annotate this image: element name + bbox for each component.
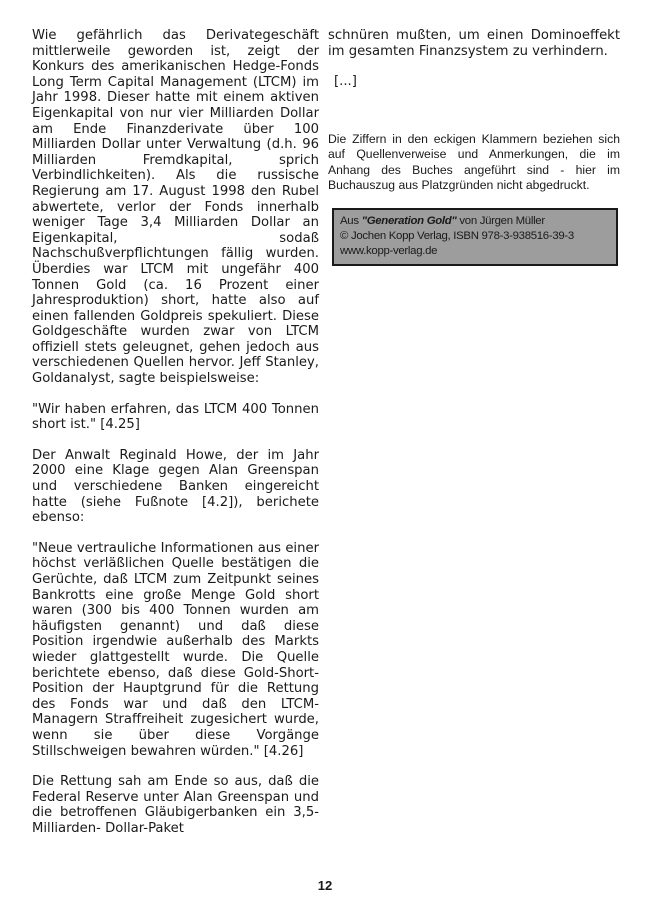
credit-book-title: "Generation Gold" xyxy=(361,215,457,228)
paragraph-howe: Der Anwalt Reginald Howe, der im Jahr 2000 eine Klage gegen Alan Greenspan und verschiedene Banken eingereicht hatte (siehe Fußnote [4.2]), berichete ebenso: xyxy=(32,447,319,526)
footnote-explanation: Die Ziffern in den eckigen Klammern beziehen sich auf Quellenverweise und Anmerkungen, die im Anhang des Buches angeführt sind - hier im Buchauszug aus Platzgründen nicht abgedruckt. xyxy=(328,131,620,192)
credit-website: www.kopp-verlag.de xyxy=(340,245,438,258)
credit-book-line xyxy=(340,214,610,229)
paragraph-rescue-continued: schnüren mußten, um einen Dominoeffekt im gesamten Finanzsystem zu verhindern. xyxy=(328,28,620,59)
quote-howe: "Neue vertrauliche Informationen aus einer höchst verläßlichen Quelle bestätigen die Gerüchte, daß LTCM zum Zeitpunkt seines Bankrotts eine große Menge Gold short waren (300 bis 400 Tonnen wurden am häufigsten genannt) und daß diese Position irgendwie außerhalb des Markts wieder glattgestellt wurde. Die Quelle berichtete ebenso, daß diese Gold-Short-Position der Hauptgrund für die Rettung des Fonds war und daß den LTCM-Managern Straffreiheit zugesichert wurde, wenn sie über diese Vorgänge Stillschweigen bewahren würden." [4.26] xyxy=(32,540,319,759)
credit-author: von Jürgen Müller xyxy=(456,215,545,228)
right-column xyxy=(328,28,620,266)
paragraph-ltcm-intro: Wie gefährlich das Derivategeschäft mittlerweile geworden ist, zeigt der Konkurs des amerikanischen Hedge-Fonds Long Term Capital Management (LTCM) im Jahr 1998. Dieser hatte mit einem aktiven Eigenkapital von nur vier Milliarden Dollar am Ende Finanzderivate über 100 Milliarden Dollar unter Verwaltung (d.h. 96 Milliarden Fremdkapital, sprich Verbindlichkeiten). Als die russische Regierung am 17. August 1998 den Rubel abwertete, verlor der Fonds innerhalb weniger Tage 3,4 Milliarden Dollar an Eigenkapital, sodaß Nachschußverpflichtungen fällig wurden. Überdies war LTCM mit ungefähr 400 Tonnen Gold (ca. 16 Prozent einer Jahresproduktion) short, hatte also auf einen fallenden Goldpreis spekuliert. Diese Goldgeschäfte wurden zwar von LTCM offiziell stets geleugnet, gehen jedoch aus verschiedenen Quellen hervor. Jeff Stanley, Goldanalyst, sagte beispielsweise: xyxy=(32,28,319,387)
quote-stanley: "Wir haben erfahren, das LTCM 400 Tonnen short ist." [4.25] xyxy=(32,401,319,433)
omission-marker: [...] xyxy=(334,74,357,90)
page-number: 12 xyxy=(317,878,333,893)
paragraph-rescue: Die Rettung sah am Ende so aus, daß die Federal Reserve unter Alan Greenspan und die betroffenen Gläubigerbanken ein 3,5-Milliarden- Dollar-Paket xyxy=(32,774,319,836)
credit-prefix: Aus xyxy=(340,215,362,228)
credit-publisher: © Jochen Kopp Verlag, ISBN 978-3-938516-39-3 xyxy=(340,230,574,243)
left-column xyxy=(32,28,319,852)
source-credit-box xyxy=(332,208,618,266)
